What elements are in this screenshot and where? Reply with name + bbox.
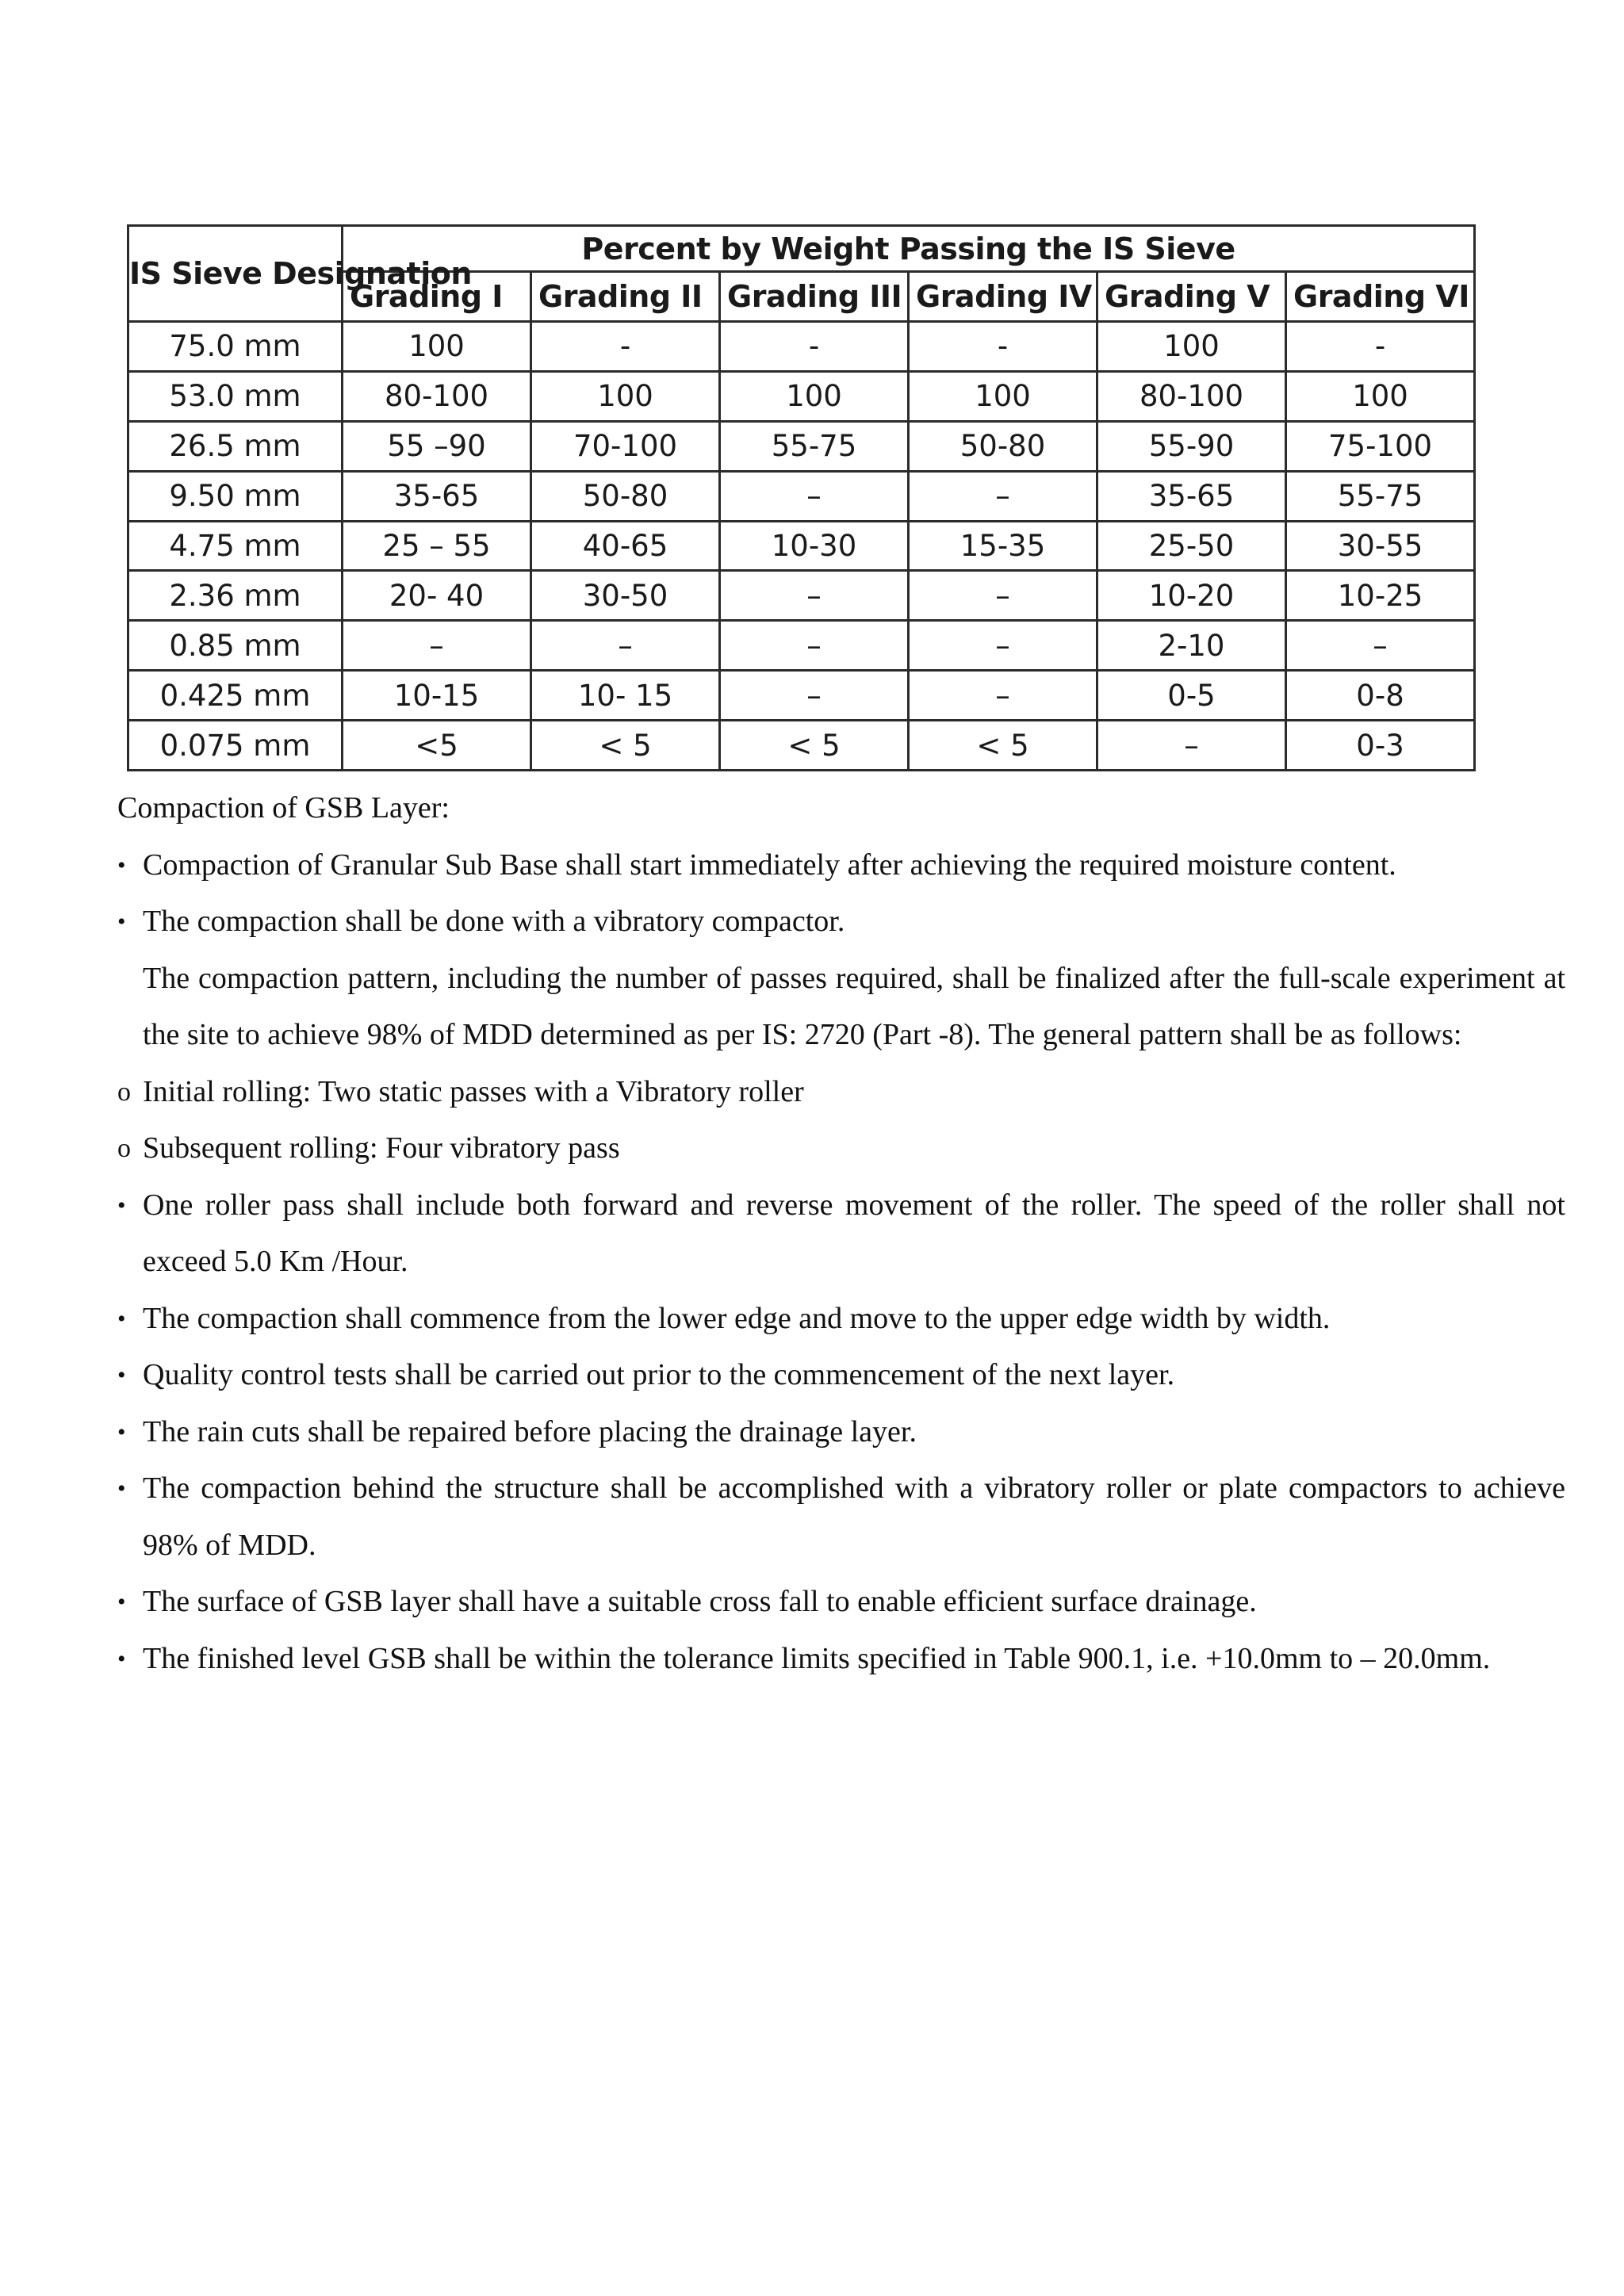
passing-value-cell: < 5 — [720, 721, 909, 771]
passing-value-cell: 100 — [909, 371, 1097, 421]
paragraph: The compaction pattern, including the number of passes required, shall be finalized after the full-scale experiment at the site to achieve 98% of MDD determined as per IS: 2720 (Part -8). The general pattern shall be as follows: — [143, 961, 1565, 1051]
table-row — [128, 371, 1475, 421]
bullet-icon: • — [117, 1645, 126, 1672]
passing-value-cell: 0-5 — [1097, 671, 1286, 721]
passing-value-cell: 55-90 — [1097, 421, 1286, 471]
passing-value-cell: 20- 40 — [343, 571, 531, 621]
passing-value-cell: 25-50 — [1097, 521, 1286, 571]
passing-value-cell: – — [531, 621, 720, 671]
item-text: The surface of GSB layer shall have a suitable cross fall to enable efficient surface drainage. — [143, 1585, 1257, 1618]
section-heading: Compaction of GSB Layer: — [117, 791, 450, 825]
passing-value-cell: - — [1286, 322, 1475, 372]
passing-value-cell: 30-50 — [531, 571, 720, 621]
circle-bullet-icon: o — [117, 1077, 131, 1107]
passing-value-cell: – — [909, 571, 1097, 621]
instruction-list — [117, 837, 1565, 1688]
passing-value-cell: 50-80 — [531, 471, 720, 521]
item-text: Compaction of Granular Sub Base shall start immediately after achieving the required moisture content. — [143, 848, 1396, 882]
bullet-item — [117, 1631, 1565, 1688]
sieve-size-cell: 0.425 mm — [128, 671, 343, 721]
passing-value-cell: – — [720, 621, 909, 671]
item-text: The rain cuts shall be repaired before placing the drainage layer. — [143, 1414, 917, 1448]
table-row — [128, 571, 1475, 621]
bullet-item — [117, 1574, 1565, 1631]
sieve-grading-table — [127, 224, 1476, 771]
passing-value-cell: – — [909, 671, 1097, 721]
passing-value-cell: – — [1286, 621, 1475, 671]
passing-value-cell: 100 — [1286, 371, 1475, 421]
bullet-item — [117, 1404, 1565, 1461]
bullet-item — [117, 894, 1565, 951]
bullet-item — [117, 1291, 1565, 1348]
bullet-icon: • — [117, 1418, 126, 1445]
item-text: The compaction behind the structure shall be accomplished with a vibratory roller or plate compactors to achieve 98% of MDD. — [143, 1471, 1565, 1562]
sieve-size-cell: 0.075 mm — [128, 721, 343, 771]
sieve-designation-header: IS Sieve Designation — [128, 226, 343, 322]
sieve-table-body — [128, 322, 1475, 771]
passing-value-cell: – — [1097, 721, 1286, 771]
sieve-size-cell: 53.0 mm — [128, 371, 343, 421]
passing-value-cell: 55 –90 — [343, 421, 531, 471]
passing-value-cell: 70-100 — [531, 421, 720, 471]
bullet-icon: • — [117, 909, 126, 935]
bullet-icon: • — [117, 1362, 126, 1388]
passing-value-cell: 0-3 — [1286, 721, 1475, 771]
passing-value-cell: 80-100 — [1097, 371, 1286, 421]
passing-value-cell: – — [909, 621, 1097, 671]
grading-header: Grading VI — [1286, 272, 1475, 322]
passing-value-cell: - — [909, 322, 1097, 372]
passing-value-cell: – — [909, 471, 1097, 521]
passing-value-cell: 55-75 — [720, 421, 909, 471]
passing-value-cell: 50-80 — [909, 421, 1097, 471]
sieve-size-cell: 4.75 mm — [128, 521, 343, 571]
table-row — [128, 621, 1475, 671]
passing-value-cell: 30-55 — [1286, 521, 1475, 571]
grading-header: Grading IV — [909, 272, 1097, 322]
passing-value-cell: – — [720, 471, 909, 521]
sieve-size-cell: 2.36 mm — [128, 571, 343, 621]
passing-value-cell: 25 – 55 — [343, 521, 531, 571]
bullet-item — [117, 1347, 1565, 1404]
bullet-item — [117, 1460, 1565, 1574]
passing-value-cell: – — [343, 621, 531, 671]
circle-bullet-icon: o — [117, 1134, 131, 1163]
item-text: Quality control tests shall be carried out prior to the commencement of the next layer. — [143, 1358, 1175, 1391]
table-row — [128, 521, 1475, 571]
bullet-icon: • — [117, 1305, 126, 1332]
passing-value-cell: - — [531, 322, 720, 372]
percent-passing-header: Percent by Weight Passing the IS Sieve — [343, 226, 1475, 272]
item-text: The finished level GSB shall be within the tolerance limits specified in Table 900.1, i.e. +10.0mm to – 20.0mm. — [143, 1641, 1491, 1675]
passing-value-cell: 100 — [720, 371, 909, 421]
table-row — [128, 671, 1475, 721]
item-text: Subsequent rolling: Four vibratory pass — [143, 1131, 620, 1165]
passing-value-cell: 10-20 — [1097, 571, 1286, 621]
passing-value-cell: <5 — [343, 721, 531, 771]
passing-value-cell: 55-75 — [1286, 471, 1475, 521]
sieve-size-cell: 0.85 mm — [128, 621, 343, 671]
passing-value-cell: 100 — [343, 322, 531, 372]
passing-value-cell: 35-65 — [343, 471, 531, 521]
item-text: Initial rolling: Two static passes with a Vibratory roller — [143, 1074, 804, 1108]
passing-value-cell: – — [720, 571, 909, 621]
sieve-size-cell: 9.50 mm — [128, 471, 343, 521]
passing-value-cell: 10-30 — [720, 521, 909, 571]
passing-value-cell: - — [720, 322, 909, 372]
table-row — [128, 721, 1475, 771]
bullet-item — [117, 837, 1565, 894]
passing-value-cell: 0-8 — [1286, 671, 1475, 721]
grading-header: Grading II — [531, 272, 720, 322]
table-row — [128, 322, 1475, 372]
bullet-item — [117, 1177, 1565, 1291]
bullet-icon: • — [117, 1589, 126, 1615]
passing-value-cell: < 5 — [531, 721, 720, 771]
passing-value-cell: 15-35 — [909, 521, 1097, 571]
sieve-size-cell: 26.5 mm — [128, 421, 343, 471]
bullet-icon: • — [117, 1192, 126, 1219]
passing-value-cell: 10- 15 — [531, 671, 720, 721]
item-text: The compaction shall be done with a vibratory compactor. — [143, 905, 845, 938]
bullet-icon: • — [117, 1475, 126, 1502]
compaction-section — [117, 780, 1565, 1687]
passing-value-cell: 2-10 — [1097, 621, 1286, 671]
sieve-size-cell: 75.0 mm — [128, 322, 343, 372]
sub-item — [117, 1120, 1565, 1177]
passing-value-cell: < 5 — [909, 721, 1097, 771]
passing-value-cell: 80-100 — [343, 371, 531, 421]
item-text: One roller pass shall include both forward and reverse movement of the roller. The speed of the roller shall not exceed 5.0 Km /Hour. — [143, 1188, 1565, 1278]
passing-value-cell: 10-15 — [343, 671, 531, 721]
passing-value-cell: 10-25 — [1286, 571, 1475, 621]
item-text: The compaction shall commence from the lower edge and move to the upper edge width by width. — [143, 1301, 1331, 1335]
passing-value-cell: 75-100 — [1286, 421, 1475, 471]
passing-value-cell: 100 — [531, 371, 720, 421]
passing-value-cell: 100 — [1097, 322, 1286, 372]
bullet-icon: • — [117, 851, 126, 878]
passing-value-cell: 35-65 — [1097, 471, 1286, 521]
grading-header: Grading I — [343, 272, 531, 322]
passing-value-cell: 40-65 — [531, 521, 720, 571]
sub-item — [117, 1064, 1565, 1121]
table-row — [128, 421, 1475, 471]
grading-header: Grading V — [1097, 272, 1286, 322]
grading-header: Grading III — [720, 272, 909, 322]
passing-value-cell: – — [720, 671, 909, 721]
table-row — [128, 471, 1475, 521]
